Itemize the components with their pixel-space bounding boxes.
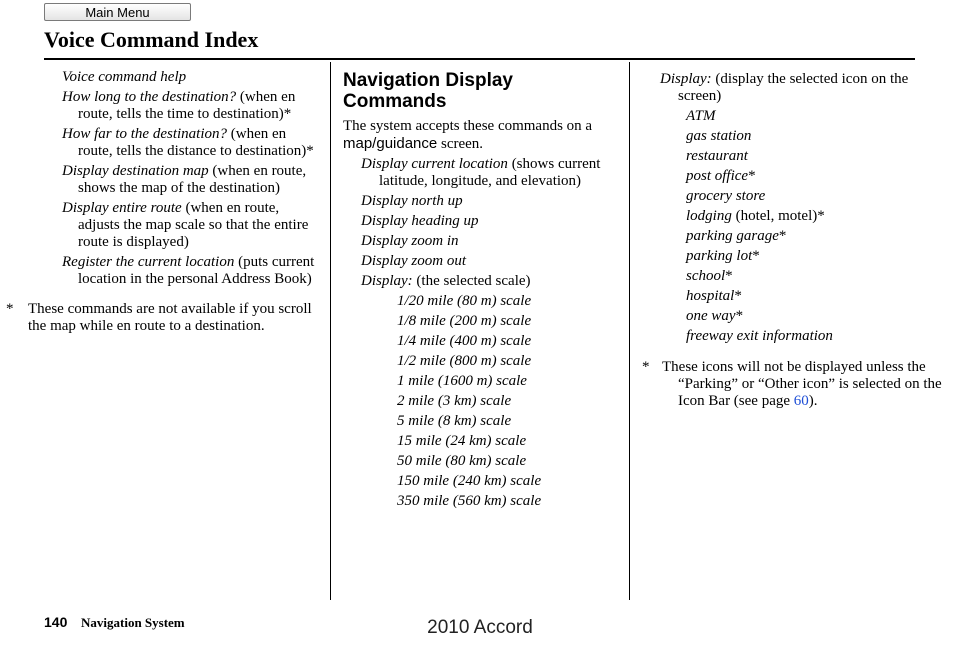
- column-divider-2: [629, 62, 630, 600]
- icon-note: *: [735, 308, 744, 324]
- icon-note: *: [748, 168, 756, 184]
- scale-option: 2 mile (3 km) scale: [397, 393, 512, 409]
- icon-name: freeway exit information: [686, 328, 833, 344]
- footnote: [642, 359, 953, 410]
- icon-note: *: [734, 288, 742, 304]
- header-rule: [44, 58, 915, 60]
- command-entry: [34, 69, 319, 86]
- command-entry: [34, 200, 319, 251]
- icon-name: hospital: [686, 288, 735, 304]
- icon-name: post office: [686, 168, 749, 184]
- command-description: (when en route, tells the time to destination)*: [78, 89, 296, 122]
- scale-option: 1 mile (1600 m) scale: [397, 373, 527, 389]
- command-text: Display:: [361, 273, 413, 289]
- icon-note: *: [778, 228, 787, 244]
- icon-name: lodging: [686, 208, 732, 224]
- icon-option: [642, 308, 927, 325]
- icon-option: [642, 128, 927, 145]
- intro-text: The system accepts these commands on a: [343, 118, 593, 134]
- column-voice-commands: [6, 69, 319, 335]
- icon-name: ATM: [686, 108, 716, 124]
- command-entry: [343, 273, 618, 290]
- intro-paragraph: [343, 118, 618, 153]
- column-display-commands: [343, 69, 618, 513]
- command-text: Display entire route: [62, 200, 182, 216]
- icon-option: [642, 108, 927, 125]
- command-entry: [642, 71, 927, 105]
- icon-name: parking garage: [686, 228, 779, 244]
- command-entry: [34, 254, 319, 288]
- column-icon-commands: [642, 71, 942, 410]
- book-title: Navigation System: [81, 615, 185, 630]
- icon-name: restaurant: [686, 148, 748, 164]
- icon-option: [642, 208, 927, 225]
- icon-option: [642, 248, 927, 265]
- icon-option: [642, 288, 927, 305]
- icon-name: grocery store: [686, 188, 766, 204]
- command-entry: [343, 253, 618, 270]
- command-entry: [343, 156, 618, 190]
- command-text: Register the current location: [62, 254, 235, 270]
- command-description: (puts current location in the personal Address Book): [78, 254, 315, 287]
- icon-name: school: [686, 268, 726, 284]
- command-entry: [34, 163, 319, 197]
- command-entry: [343, 193, 618, 210]
- command-description: (display the selected icon on the screen): [678, 71, 909, 104]
- icon-name: parking lot: [686, 248, 753, 264]
- icon-name: gas station: [686, 128, 752, 144]
- icon-note: *: [752, 248, 760, 264]
- icon-option: [642, 148, 927, 165]
- intro-text-end: screen.: [437, 136, 484, 152]
- footnote-end: ).: [808, 393, 818, 409]
- icon-note: (hotel, motel)*: [731, 208, 825, 224]
- footnote: [6, 301, 319, 335]
- column-divider-1: [330, 62, 331, 600]
- scale-option: 1/8 mile (200 m) scale: [397, 313, 532, 329]
- scale-option: 150 mile (240 km) scale: [397, 473, 542, 489]
- command-entry: [34, 89, 319, 123]
- command-text: Voice command help: [62, 69, 187, 85]
- footnote-text: These commands are not available if you scroll the map while en route to a destination.: [28, 301, 312, 334]
- icon-option: [642, 188, 927, 205]
- command-text: Display zoom out: [361, 253, 466, 269]
- command-text: How long to the destination?: [62, 89, 237, 105]
- icon-option: [642, 228, 927, 245]
- command-description: (when en route, tells the distance to destination)*: [78, 126, 314, 159]
- scale-option: 5 mile (8 km) scale: [397, 413, 512, 429]
- page-reference-link[interactable]: 60: [793, 393, 809, 409]
- command-text: Display:: [660, 71, 712, 87]
- icon-option: [642, 168, 927, 185]
- scale-option: 50 mile (80 km) scale: [397, 453, 527, 469]
- command-text: Display zoom in: [361, 233, 459, 249]
- scale-option: 1/4 mile (400 m) scale: [397, 333, 532, 349]
- command-entry: [343, 233, 618, 250]
- command-text: Display destination map: [62, 163, 209, 179]
- command-entry: [34, 126, 319, 160]
- footnote-marker: *: [642, 359, 650, 375]
- command-entry: [343, 213, 618, 230]
- scale-option: 1/2 mile (800 m) scale: [397, 353, 532, 369]
- scale-option: 15 mile (24 km) scale: [397, 433, 527, 449]
- command-text: Display current location: [361, 156, 508, 172]
- section-heading: Navigation Display Commands: [343, 70, 513, 112]
- icon-note: *: [725, 268, 733, 284]
- main-menu-button[interactable]: Main Menu: [44, 3, 191, 21]
- scale-option: 350 mile (560 km) scale: [397, 493, 542, 509]
- command-description: (when en route, adjusts the map scale so that the entire route is displayed): [78, 200, 309, 250]
- scale-option: 1/20 mile (80 m) scale: [397, 293, 532, 309]
- icon-name: one way: [686, 308, 736, 324]
- footnote-marker: *: [6, 301, 14, 317]
- command-text: How far to the destination?: [62, 126, 227, 142]
- icon-option: [642, 268, 927, 285]
- page-title: Voice Command Index: [44, 27, 259, 52]
- command-text: Display north up: [361, 193, 463, 209]
- command-description: (shows current latitude, longitude, and elevation): [379, 156, 601, 189]
- command-text: Display heading up: [361, 213, 479, 229]
- screen-name: map/guidance: [343, 135, 438, 152]
- icon-option: [642, 328, 927, 345]
- command-description: (the selected scale): [412, 273, 531, 289]
- command-description: (when en route, shows the map of the destination): [78, 163, 307, 196]
- watermark: 2010 Accord: [427, 617, 533, 638]
- page-number: 140: [44, 614, 68, 630]
- footnote-text: These icons will not be displayed unless the “Parking” or “Other icon” is selected on the Icon Bar (see page: [662, 359, 942, 409]
